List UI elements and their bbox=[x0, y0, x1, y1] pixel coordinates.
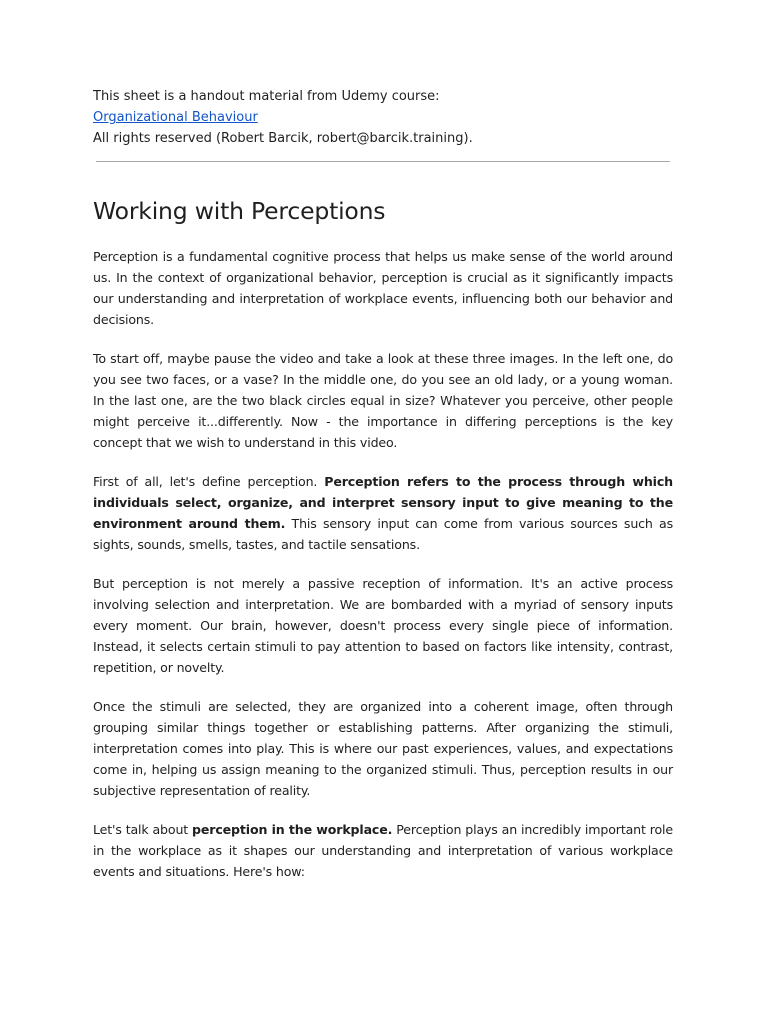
paragraph-workplace bbox=[93, 819, 673, 882]
paragraph-active-process: But perception is not merely a passive reception of information. It's an active process involving selection and interpretation. We are bombarded with a myriad of sensory inputs every moment. Our brain, however, doesn't process every single piece of information. Instead, it selects certain stimuli to pay attention to based on factors like intensity, contrast, repetition, or novelty. bbox=[93, 576, 673, 675]
workplace-bold-text: perception in the workplace. bbox=[192, 822, 393, 837]
handout-intro: This sheet is a handout material from Udemy course: bbox=[93, 89, 440, 104]
paragraph-images: To start off, maybe pause the video and take a look at these three images. In the left one, do you see two faces, or a vase? In the middle one, do you see an old lady, or a young woman. In the last one, are the two black circles equal in size? Whatever you perceive, other people might perceive it...differently. Now - the importance in differing perceptions is the key concept that we wish to understand in this video. bbox=[93, 351, 673, 450]
page-title: Working with Perceptions bbox=[93, 197, 386, 225]
paragraph-organization: Once the stimuli are selected, they are organized into a coherent image, often through grouping similar things together or establishing patterns. After organizing the stimuli, interpretation comes into play. This is where our past experiences, values, and expectations come in, helping us assign meaning to the organized stimuli. Thus, perception results in our subjective representation of reality. bbox=[93, 699, 673, 798]
horizontal-divider bbox=[96, 161, 670, 162]
workplace-tail-text: Perception plays an incredibly important role in the workplace as it shapes our understanding and interpretation of various workplace events and situations. Here's how: bbox=[93, 822, 673, 879]
paragraph-definition bbox=[93, 471, 673, 555]
definition-tail-text: This sensory input can come from various sources such as sights, sounds, smells, tastes, and tactile sensations. bbox=[93, 516, 673, 552]
definition-lead-text: First of all, let's define perception. bbox=[93, 474, 325, 489]
course-link-line bbox=[93, 107, 673, 128]
rights-notice: All rights reserved (Robert Barcik, robert@barcik.training). bbox=[93, 131, 473, 146]
workplace-lead-text: Let's talk about bbox=[93, 822, 193, 837]
course-link[interactable]: Organizational Behaviour bbox=[93, 110, 258, 125]
paragraph-intro: Perception is a fundamental cognitive process that helps us make sense of the world around us. In the context of organizational behavior, perception is crucial as it significantly impacts our understanding and interpretation of workplace events, influencing both our behavior and decisions. bbox=[93, 249, 673, 327]
document-page bbox=[93, 86, 673, 882]
definition-bold-text: Perception refers to the process through which individuals select, organize, and interpret sensory input to give meaning to the environment around them. bbox=[93, 474, 673, 531]
